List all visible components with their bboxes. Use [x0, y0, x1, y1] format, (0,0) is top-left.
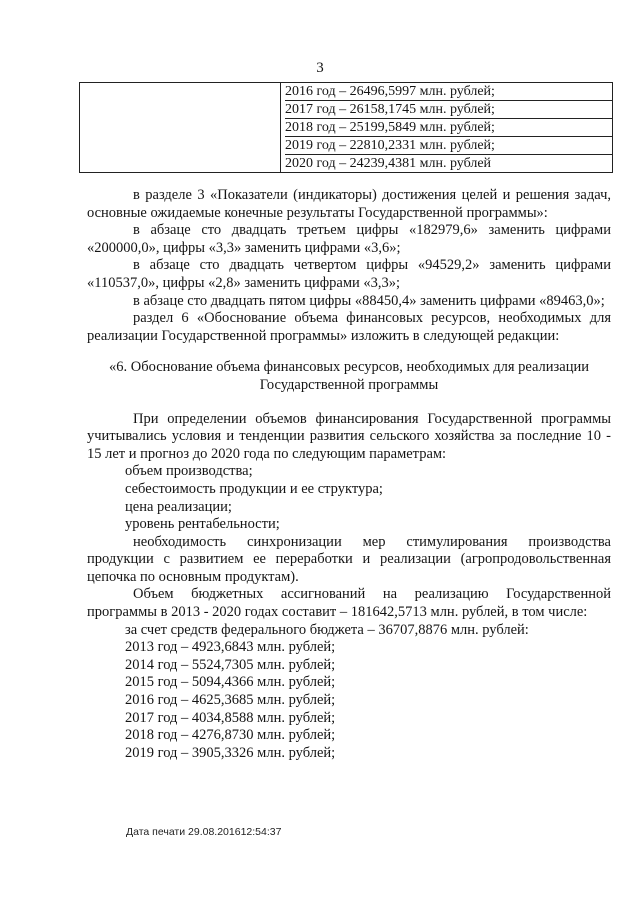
print-date-footer: Дата печати 29.08.201612:54:37 — [126, 826, 282, 838]
paragraph-budget-total: Объем бюджетных ассигнований на реализацию Государственной программы в 2013 - 2020 годах составит – 181642,5713 млн. рублей, в том числе: — [87, 586, 611, 621]
table-year-line: 2016 год – 26496,5997 млн. рублей; — [285, 83, 612, 101]
paragraph-abzac-125: в абзаце сто двадцать пятом цифры «88450,4» заменить цифрами «89463,0»; — [133, 292, 605, 309]
table-year-line: 2019 год – 22810,2331 млн. рублей; — [285, 137, 612, 155]
paragraph-section6-intro: раздел 6 «Обоснование объема финансовых ресурсов, необходимых для реализации Государственной программы» изложить в следующей редакции: — [87, 310, 611, 344]
table-row — [80, 83, 613, 173]
table-year-line: 2020 год – 24239,4381 млн. рублей — [285, 156, 492, 171]
paragraph-section3: в разделе 3 «Показатели (индикаторы) достижения целей и решения задач, основные ожидаемые конечные результаты Государственной программы»: — [87, 187, 611, 221]
federal-budget-intro: за счет средств федерального бюджета – 36707,8876 млн. рублей: — [125, 621, 529, 638]
funding-table — [79, 82, 613, 173]
table-left-cell — [80, 83, 281, 173]
paragraph-financing-basis: При определении объемов финансирования Государственной программы учитывались условия и тенденции развития сельского хозяйства за последние 10 - 15 лет и прогноз до 2020 года по следующим параметрам: — [87, 410, 611, 462]
list-item: себестоимость продукции и ее структура; — [125, 480, 383, 497]
paragraph-abzac-124: в абзаце сто двадцать четвертом цифры «94529,2» заменить цифрами «110537,0», цифры «2,8» заменить цифрами «3,3»; — [87, 257, 611, 291]
list-item: 2015 год – 5094,4366 млн. рублей; — [125, 674, 336, 691]
list-item: цена реализации; — [125, 498, 232, 515]
list-item: 2014 год – 5524,7305 млн. рублей; — [125, 656, 336, 673]
section-heading: «6. Обоснование объема финансовых ресурсов, необходимых для реализации Государственной программы — [108, 359, 589, 393]
table-right-cell — [281, 83, 613, 173]
list-item: объем производства; — [125, 463, 253, 480]
table-year-line: 2017 год – 26158,1745 млн. рублей; — [285, 101, 612, 119]
page-number: 3 — [316, 60, 324, 76]
table-year-line: 2018 год – 25199,5849 млн. рублей; — [285, 119, 612, 137]
list-item: 2018 год – 4276,8730 млн. рублей; — [125, 727, 336, 744]
list-item: 2017 год – 4034,8588 млн. рублей; — [125, 709, 336, 726]
list-item: 2016 год – 4625,3685 млн. рублей; — [125, 692, 336, 709]
list-item: 2013 год – 4923,6843 млн. рублей; — [125, 639, 336, 656]
list-item: 2019 год – 3905,3326 млн. рублей; — [125, 744, 336, 761]
list-item: уровень рентабельности; — [125, 516, 280, 533]
paragraph-synchronization: необходимость синхронизации мер стимулирования производства продукции с развитием ее переработки и реализации (агропродовольственная цепочка по основным продуктам). — [87, 533, 611, 585]
document-body — [87, 187, 611, 762]
paragraph-abzac-123: в абзаце сто двадцать третьем цифры «182979,6» заменить цифрами «200000,0», цифры «3,3» заменить цифрами «3,6»; — [87, 222, 611, 256]
